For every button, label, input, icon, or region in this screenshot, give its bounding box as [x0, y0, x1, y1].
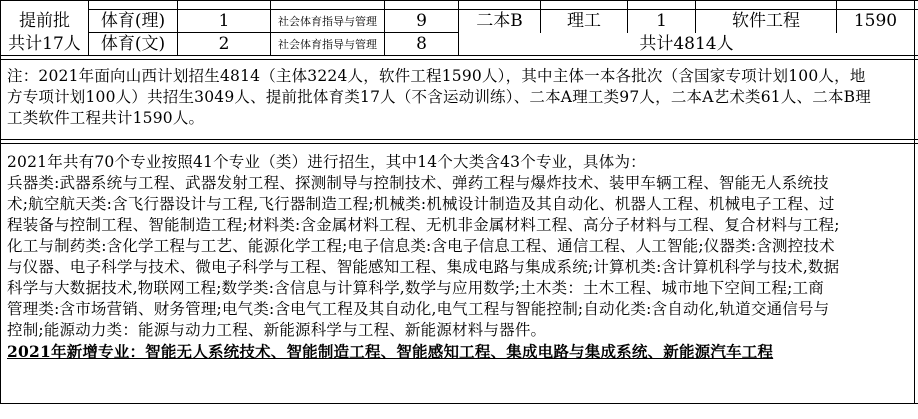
- amount-text: 1590: [853, 10, 898, 31]
- rule: [0, 0, 918, 1]
- cell-category: [89, 10, 177, 32]
- major-text: 社会体育指导与管理: [278, 14, 377, 28]
- program-text: 软件工程: [732, 10, 800, 31]
- cell-total: [385, 33, 458, 55]
- cell-count: [178, 10, 270, 32]
- summary-text: 共计4814人: [639, 33, 734, 54]
- majors-line: 2021年共有70个专业按照41个专业（类）进行招生，其中14个大类含43个专业，具体为：: [7, 153, 646, 171]
- count-text: 2: [218, 33, 230, 54]
- cell-program: [696, 10, 836, 32]
- group-label-line-1: 提前批: [19, 11, 70, 31]
- cell-batch: [459, 10, 540, 32]
- note-line: 方专项计划100人）共招生3049人、提前批体育类17人（不含运动训练）、二本A理工类97人，二本A艺术类61人、二本B理: [7, 88, 871, 106]
- cell-num: [628, 10, 695, 32]
- cell-category: [89, 33, 177, 55]
- rule: [0, 143, 918, 144]
- cell-total: [385, 10, 458, 32]
- cell-count: [178, 33, 270, 55]
- majors-paragraph: [7, 152, 840, 362]
- majors-line: 科学与大数据技术,物联网工程;数学类:含信息与计算科学,数学与应用数学;土木类：土木工程、城市地下空间工程;工商: [7, 279, 824, 297]
- total-text: 9: [416, 10, 427, 31]
- rule: [0, 59, 918, 60]
- group-label-line-2: 共计17人: [8, 33, 81, 54]
- category-text: 体育(理): [100, 10, 166, 31]
- group-label: [1, 10, 88, 33]
- rule: [0, 0, 1, 404]
- major-text: 社会体育指导与管理: [278, 37, 377, 51]
- note-line: 工类软件工程共计1590人。: [7, 109, 205, 127]
- count-text: 1: [218, 10, 230, 31]
- rule: [914, 0, 915, 404]
- majors-line: 术;航空航天类:含飞行器设计与工程,飞行器制造工程;机械类:机械设计制造及其自动化、机器人工程、机械电子工程、过: [7, 195, 835, 213]
- new-majors-line: 2021年新增专业：智能无人系统技术、智能制造工程、智能感知工程、集成电路与集成系统、新能源汽车工程: [7, 342, 774, 361]
- batch-text: 二本B: [476, 10, 523, 31]
- total-text: 8: [416, 33, 427, 54]
- majors-line: 与仪器、电子科学与技术、微电子科学与工程、智能感知工程、集成电路与集成系统;计算机类:含计算机科学与技术,数据: [7, 258, 840, 276]
- cell-amount: [837, 10, 914, 32]
- cell-major: [271, 33, 384, 55]
- cell-summary: [459, 33, 914, 55]
- majors-line: 兵器类:武器系统与工程、武器发射工程、探测制导与控制技术、弹药工程与爆炸技术、装甲车辆工程、智能无人系统技: [7, 174, 829, 192]
- category-text: 体育(文): [100, 33, 166, 54]
- rule: [0, 55, 918, 56]
- cell-type: [541, 10, 627, 32]
- note-line: 注：2021年面向山西计划招生4814（主体3224人，软件工程1590人），其中主体一本各批次（含国家专项计划100人，地: [7, 67, 866, 85]
- majors-line: 程装备与控制工程、智能制造工程;材料类:含金属材料工程、无机非金属材料工程、高分子材料与工程、复合材料与工程;: [7, 216, 840, 234]
- type-text: 理工: [567, 10, 601, 31]
- num-text: 1: [656, 10, 667, 31]
- majors-line: 化工与制药类:含化学工程与工艺、能源化学工程;电子信息类:含电子信息工程、通信工程、人工智能;仪器类:含测控技术: [7, 237, 835, 255]
- rule: [0, 403, 918, 404]
- cell-major: [271, 10, 384, 32]
- rule: [0, 139, 918, 140]
- majors-line: 管理类:含市场营销、财务管理;电气类:含电气工程及其自动化,电气工程与智能控制;自动化类:含自动化,轨道交通信号与: [7, 300, 830, 318]
- group-label: [1, 33, 88, 55]
- majors-line: 控制;能源动力类：能源与动力工程、新能源科学与工程、新能源材料与器件。: [7, 321, 547, 339]
- note-paragraph: [7, 66, 871, 129]
